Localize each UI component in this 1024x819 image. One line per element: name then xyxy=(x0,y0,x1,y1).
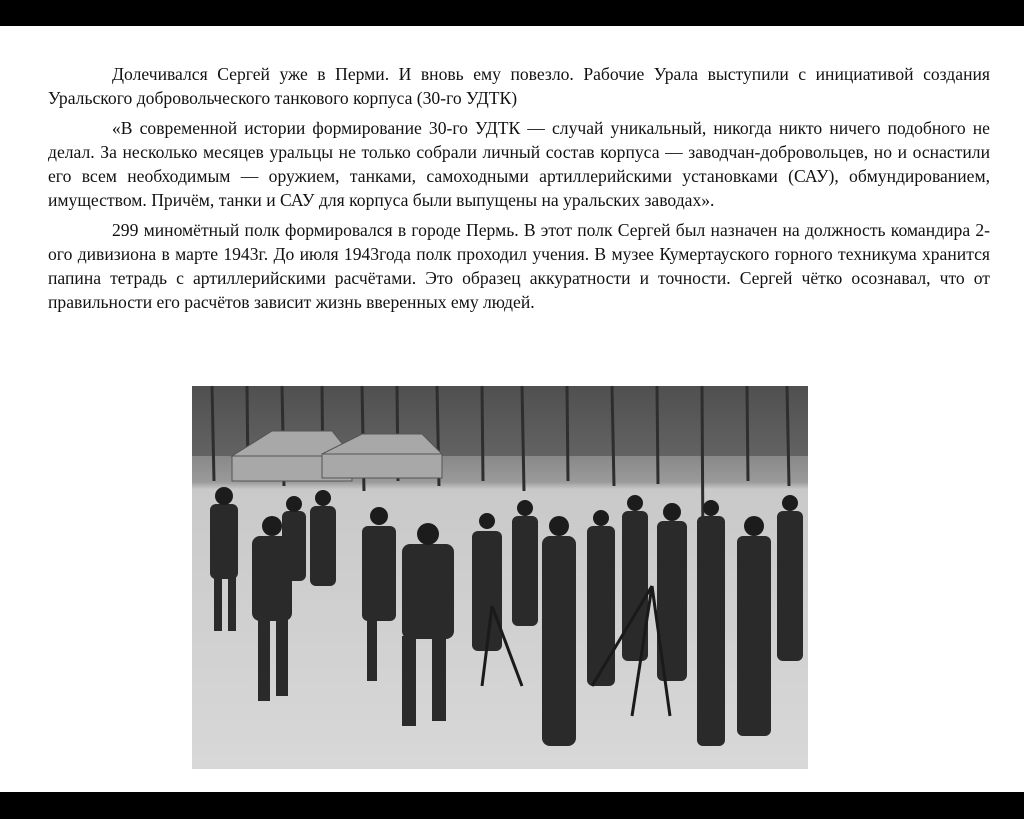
paragraph-1: Долечивался Сергей уже в Перми. И вновь ему повезло. Рабочие Урала выступили с инициативой создания Уральского добровольческого танкового корпуса (30-го УДТК) xyxy=(48,64,990,108)
soldiers-photo-illustration xyxy=(192,386,808,769)
historical-photo xyxy=(192,386,808,769)
paragraph-2: «В современной истории формирование 30-го УДТК — случай уникальный, никогда никто ничего подобного не делал. За несколько месяцев уральцы не только собрали личный состав корпуса — заводчан-добровольцев, но и оснастили его всем необходимым — оружием, танками, самоходными артиллерийскими установками (САУ), обмундированием, имуществом. Причём, танки и САУ для корпуса были выпущены на уральских заводах». xyxy=(48,118,990,210)
text-block xyxy=(48,62,990,320)
slide-page xyxy=(0,26,1024,792)
paragraph-3: 299 миномётный полк формировался в городе Пермь. В этот полк Сергей был назначен на должность командира 2-ого дивизиона в марте 1943г. До июля 1943года полк проходил учения. В музее Кумертауского горного техникума хранится папина тетрадь с артиллерийскими расчётами. Это образец аккуратности и точности. Сергей чётко осознавал, что от правильности его расчётов зависит жизнь вверенных ему людей. xyxy=(48,220,990,312)
